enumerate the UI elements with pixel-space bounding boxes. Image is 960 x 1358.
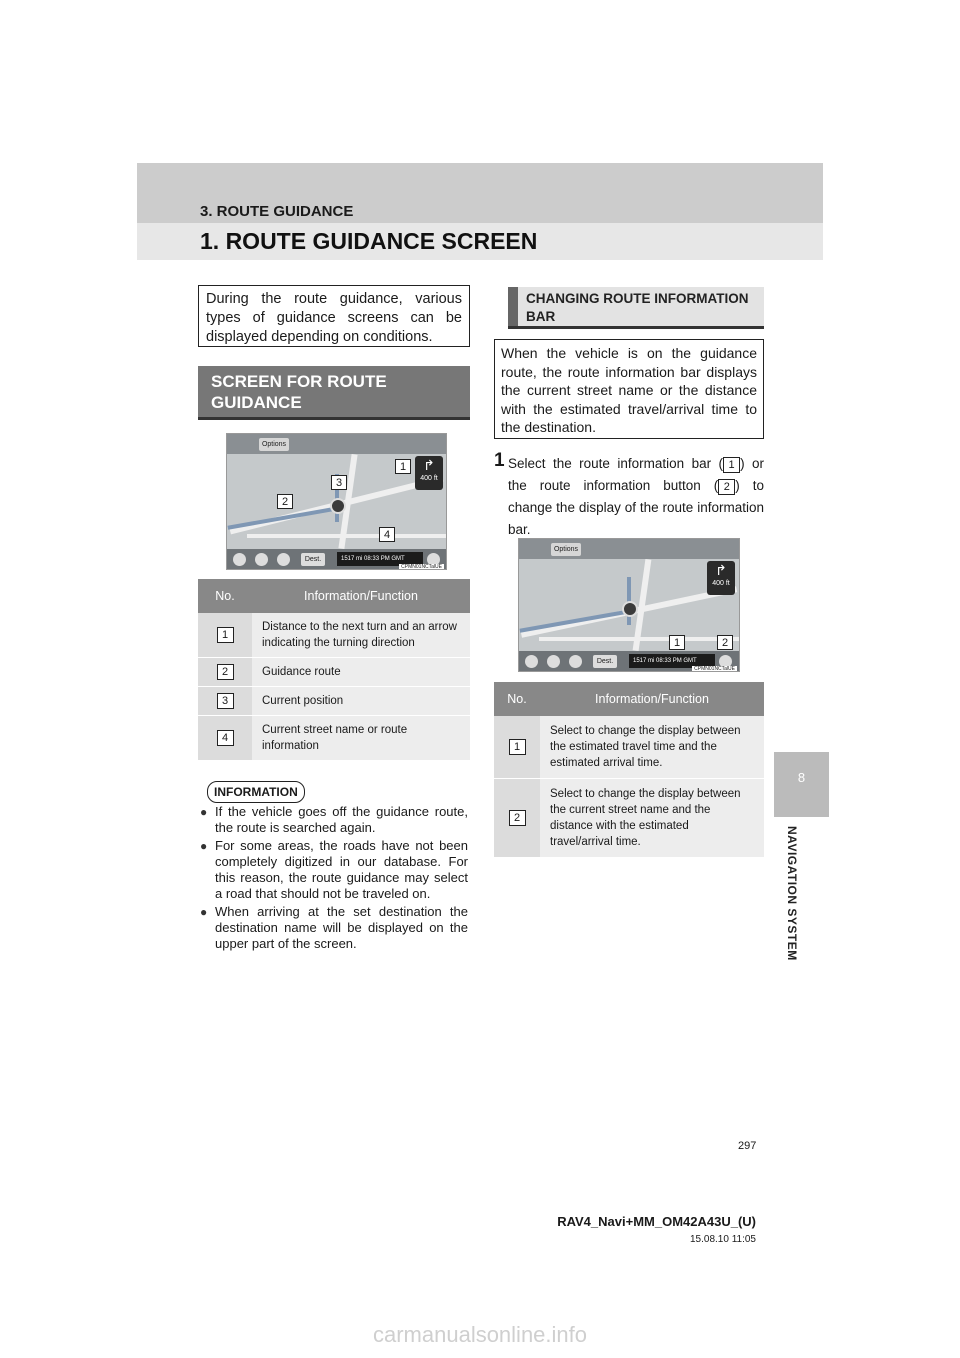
step-text-part: ) to change the display of the route information bar. [508, 478, 764, 537]
route-info-bar[interactable]: 1517 mi 08:33 PM GMT [337, 552, 423, 566]
zoom-in-icon[interactable] [525, 655, 538, 668]
guidance-route [520, 609, 631, 632]
section-screen-for-route-guidance [198, 366, 470, 420]
callout-1: 1 [669, 635, 685, 650]
bullet-icon: ● [200, 805, 208, 819]
current-position-icon [330, 498, 346, 514]
step-text-part: ) or the route information button ( [508, 456, 765, 493]
row-description: Select to change the display between the estimated travel time and the estimated arrival time. [540, 716, 764, 779]
turn-distance: 400 ft [420, 475, 438, 482]
information-label: INFORMATION [207, 781, 305, 803]
section-title: SCREEN FOR ROUTE GUIDANCE [211, 372, 387, 412]
section-marker [508, 287, 518, 326]
print-date: 15.08.10 11:05 [690, 1234, 756, 1245]
step-number: 1 [494, 450, 505, 471]
column-header-function: Information/Function [252, 579, 470, 613]
options-button[interactable]: Options [259, 438, 289, 451]
row-description: Distance to the next turn and an arrow indicating the turning direction [252, 613, 470, 658]
table-header-row [198, 579, 470, 613]
step-text-part: Select the route information bar ( [508, 456, 724, 471]
page-title: 1. ROUTE GUIDANCE SCREEN [200, 228, 538, 254]
info-table-left [198, 579, 470, 761]
watermark: carmanualsonline.info [372, 1322, 588, 1347]
row-number-cell [494, 716, 540, 779]
orientation-icon[interactable] [277, 553, 290, 566]
info-table-right [494, 682, 764, 858]
zoom-out-icon[interactable] [547, 655, 560, 668]
step-text [494, 453, 764, 541]
dest-button[interactable]: Dest. [593, 655, 617, 668]
options-button[interactable]: Options [551, 543, 581, 556]
turn-guidance-box [415, 456, 443, 490]
bullet-icon: ● [200, 905, 208, 919]
intro-box: During the route guidance, various types of guidance screens can be displayed depending on conditions. [198, 285, 470, 347]
table-row [198, 658, 470, 687]
row-number-cell [198, 613, 252, 658]
callout-2: 2 [277, 494, 293, 509]
document-code: RAV4_Navi+MM_OM42A43U_(U) [557, 1214, 756, 1229]
screenshot-route-guidance [226, 433, 447, 570]
image-code: CPMN01NCTalUE [694, 666, 735, 672]
row-number: 3 [217, 693, 234, 709]
page-number: 297 [738, 1140, 757, 1152]
turn-guidance-box [707, 561, 735, 595]
table-row [198, 716, 470, 761]
turn-arrow-icon: ↱ [423, 457, 435, 473]
row-number: 1 [509, 739, 526, 755]
information-bullets [200, 804, 468, 954]
table-row [494, 779, 764, 858]
image-code: CPMN01NCTalUE [401, 564, 442, 570]
map-road [539, 637, 739, 641]
bullet-icon: ● [200, 839, 208, 853]
intro-box-right: When the vehicle is on the guidance route, the route information bar displays the current street name or the distance with the estimated travel/arrival time to the destination. [494, 339, 764, 439]
orientation-icon[interactable] [569, 655, 582, 668]
zoom-out-icon[interactable] [255, 553, 268, 566]
step-1 [494, 450, 765, 541]
section-changing-route-info-bar [508, 287, 764, 329]
chapter-label: NAVIGATION SYSTEM [785, 826, 799, 961]
row-description: Current position [252, 687, 470, 716]
column-header-function: Information/Function [540, 682, 764, 716]
section-title: CHANGING ROUTE INFORMATION BAR [526, 291, 749, 324]
section-heading: 3. ROUTE GUIDANCE [200, 203, 354, 220]
row-number-cell [198, 658, 252, 687]
dest-button[interactable]: Dest. [301, 553, 325, 566]
row-description: Current street name or route information [252, 716, 470, 761]
bullet-text: For some areas, the roads have not been completely digitized in our database. For this reason, the route guidance may select a road that should not be traveled on. [215, 838, 468, 901]
row-number-cell [198, 687, 252, 716]
current-position-icon [622, 601, 638, 617]
table-row [494, 716, 764, 779]
callout-1: 1 [395, 459, 411, 474]
row-description: Guidance route [252, 658, 470, 687]
table-row [198, 687, 470, 716]
map-road [247, 534, 447, 538]
row-description: Select to change the display between the current street name and the distance with the estimated travel/arrival time. [540, 779, 764, 858]
chapter-number: 8 [797, 770, 806, 785]
screenshot-route-info-bar [518, 538, 740, 672]
zoom-in-icon[interactable] [233, 553, 246, 566]
callout-4: 4 [379, 527, 395, 542]
row-number: 2 [217, 664, 234, 680]
list-item [200, 904, 468, 952]
turn-distance: 400 ft [712, 580, 730, 587]
column-header-no: No. [494, 682, 540, 716]
table-row [198, 613, 470, 658]
bullet-text: When arriving at the set destination the destination name will be displayed on the upper part of the screen. [215, 904, 468, 951]
row-number: 1 [217, 627, 234, 643]
row-number: 2 [509, 810, 526, 826]
row-number: 4 [217, 730, 234, 746]
table-header-row [494, 682, 764, 716]
callout-3: 3 [331, 475, 347, 490]
row-number-cell [494, 779, 540, 858]
row-number-cell [198, 716, 252, 761]
column-header-no: No. [198, 579, 252, 613]
callout-2: 2 [717, 635, 733, 650]
step-ref-2: 2 [718, 479, 735, 495]
list-item [200, 804, 468, 836]
turn-arrow-icon: ↱ [715, 562, 727, 578]
list-item [200, 838, 468, 902]
step-ref-1: 1 [723, 457, 740, 473]
route-info-bar[interactable]: 1517 mi 08:33 PM GMT [629, 654, 715, 668]
bullet-text: If the vehicle goes off the guidance route, the route is searched again. [215, 804, 468, 835]
